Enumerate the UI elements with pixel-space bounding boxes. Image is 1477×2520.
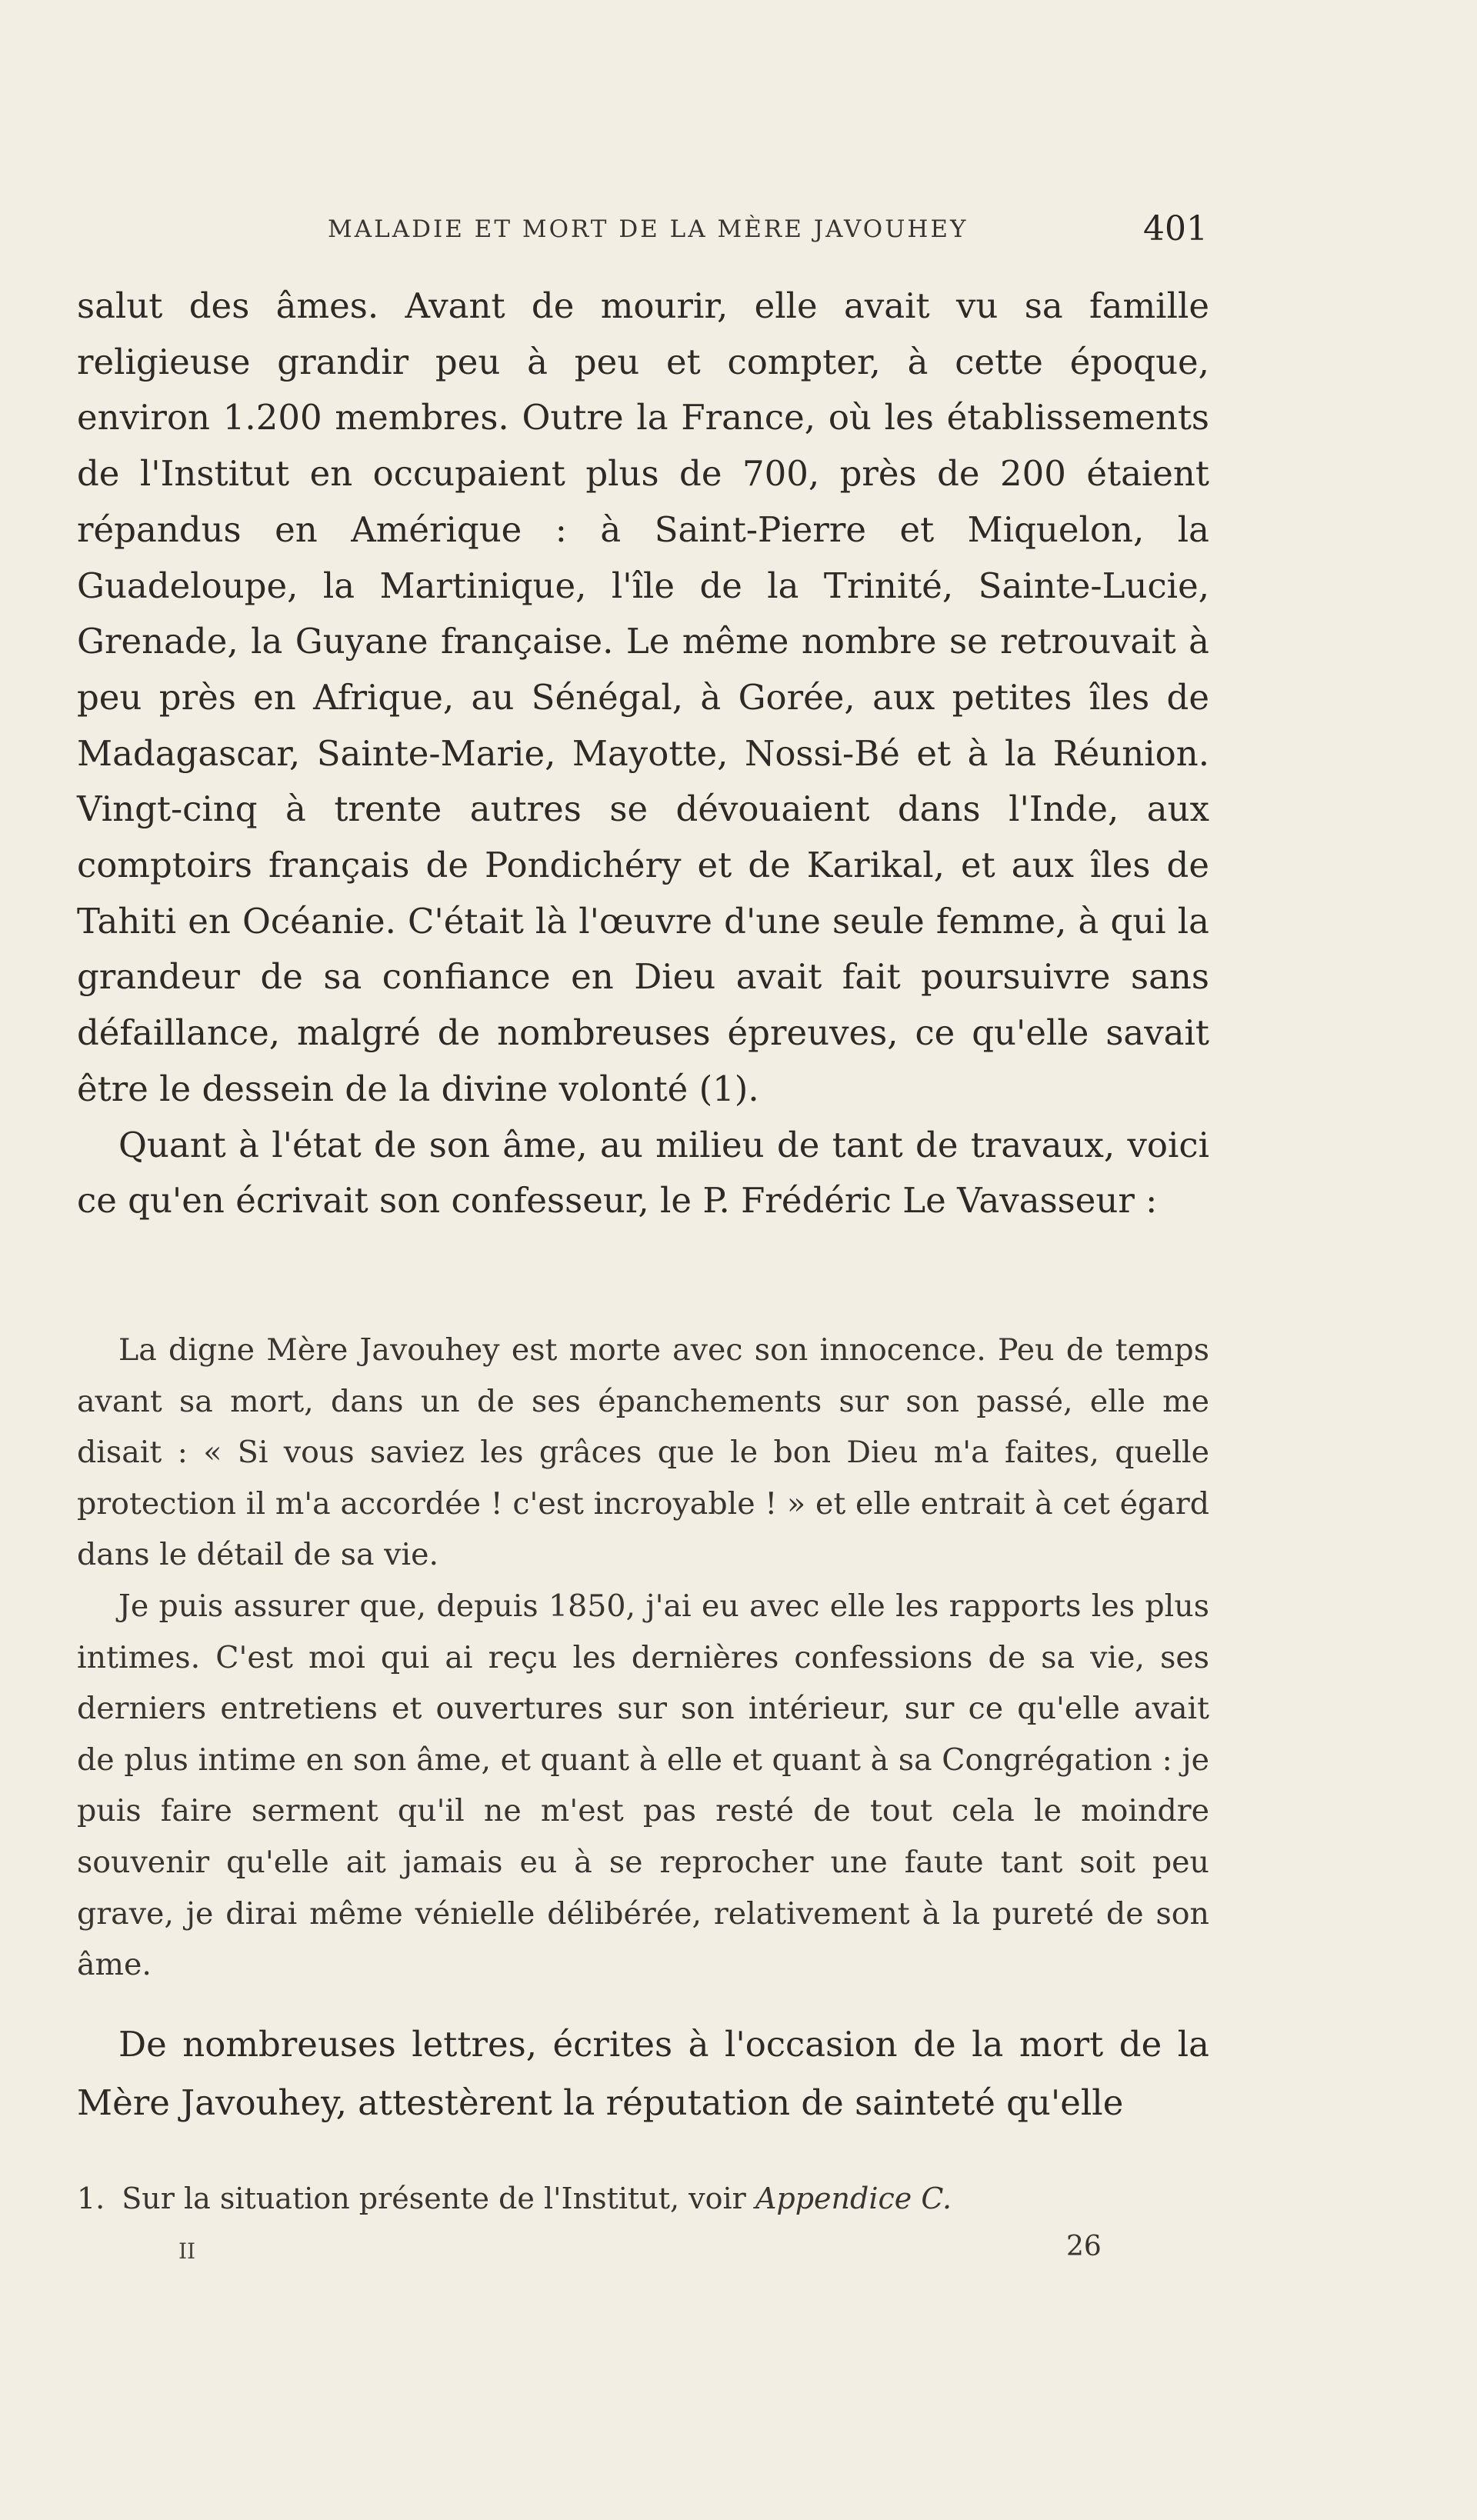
main-text (77, 278, 1209, 1229)
footnote-reference: Appendice C. (755, 2182, 952, 2215)
body-paragraph: De nombreuses lettres, écrites à l'occasion de la mort de la Mère Javouhey, attestèrent la réputation de sainteté qu'elle (77, 2024, 1209, 2123)
footnote-text: Sur la situation présente de l'Institut, voir (122, 2182, 746, 2215)
body-paragraph: salut des âmes. Avant de mourir, elle avait vu sa famille religieuse grandir peu à peu et compter, à cette époque, environ 1.200 membres. Outre la France, où les établissements de l'Institut en occupaient plus de 700, près de 200 étaient répandus en Amérique : à Saint-Pierre et Miquelon, la Guadeloupe, la Martinique, l'île de la Trinité, Sainte-Lucie, Grenade, la Guyane française. Le même nombre se retrouvait à peu près en Afrique, au Sénégal, à Gorée, aux petites îles de Madagascar, Sainte-Marie, Mayotte, Nossi-Bé et à la Réunion. Vingt-cinq à trente autres se dévouaient dans l'Inde, aux comptoirs français de Pondichéry et de Karikal, et aux îles de Tahiti en Océanie. C'était là l'œuvre d'une seule femme, à qui la grandeur de sa confiance en Dieu avait fait poursuivre sans défaillance, malgré de nombreuses épreuves, ce qu'elle savait être le dessein de la divine volonté (1). (77, 285, 1209, 1109)
running-title: MALADIE ET MORT DE LA MÈRE JAVOUHEY (328, 215, 969, 243)
page-header (77, 209, 1208, 255)
footnote-number: 1. (77, 2182, 105, 2215)
footnote (77, 2178, 1209, 2218)
signature-mark: II (178, 2238, 196, 2264)
body-paragraph: Quant à l'état de son âme, au milieu de tant de travaux, voici ce qu'en écrivait son confesseur, le P. Frédéric Le Vavasseur : (77, 1124, 1209, 1222)
quote-paragraph: La digne Mère Javouhey est morte avec son innocence. Peu de temps avant sa mort, dans un de ses épanchements sur son passé, elle me disait : « Si vous saviez les grâces que le bon Dieu m'a faites, quelle protection il m'a accordée ! c'est incroyable ! » et elle entrait à cet égard dans le détail de sa vie. (77, 1332, 1209, 1573)
page-number: 401 (1143, 209, 1208, 248)
main-text-continued (77, 2015, 1209, 2132)
sheet-number: 26 (1066, 2231, 1102, 2262)
quote-paragraph: Je puis assurer que, depuis 1850, j'ai eu avec elle les rapports les plus intimes. C'est moi qui ai reçu les dernières confessions de sa vie, ses derniers entretiens et ouvertures sur son intérieur, sur ce qu'elle avait de plus intime en son âme, et quant à elle et quant à sa Congrégation : je puis faire serment qu'il ne m'est pas resté de tout cela le moindre souvenir qu'elle ait jamais eu à se reprocher une faute tant soit peu grave, je dirai même vénielle délibérée, relativement à la pureté de son âme. (77, 1588, 1209, 1983)
confessor-quote (77, 1325, 1209, 1991)
